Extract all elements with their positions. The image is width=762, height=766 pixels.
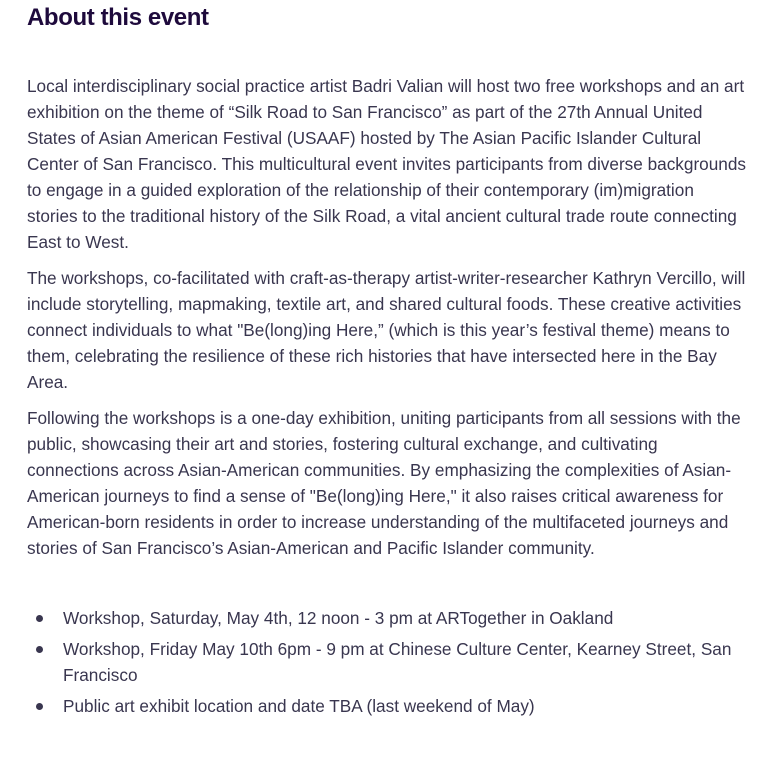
bullet-icon <box>36 703 43 710</box>
list-item <box>27 605 749 631</box>
list-item <box>27 636 749 688</box>
description-paragraph-1: Local interdisciplinary social practice artist Badri Valian will host two free workshops and an art exhibition on the theme of “Silk Road to San Francisco” as part of the 27th Annual United States of Asian American Festival (USAAF) hosted by The Asian Pacific Islander Cultural Center of San Francisco. This multicultural event invites participants from diverse backgrounds to engage in a guided exploration of the relationship of their contemporary (im)migration stories to the traditional history of the Silk Road, a vital ancient cultural trade route connecting East to West. <box>27 76 747 252</box>
about-event-section <box>27 0 749 724</box>
bullet-icon <box>36 646 43 653</box>
session-text: Public art exhibit location and date TBA (last weekend of May) <box>63 696 535 716</box>
section-title: About this event <box>27 4 209 31</box>
event-description <box>27 73 749 561</box>
description-paragraph-2: The workshops, co-facilitated with craft-as-therapy artist-writer-researcher Kathryn Vercillo, will include storytelling, mapmaking, textile art, and shared cultural foods. These creative activities connect individuals to what "Be(long)ing Here,” (which is this year’s festival theme) means to them, celebrating the resilience of these rich histories that have intersected here in the Bay Area. <box>27 268 746 392</box>
description-paragraph-3: Following the workshops is a one-day exhibition, uniting participants from all sessions with the public, showcasing their art and stories, fostering cultural exchange, and cultivating connections across Asian-American communities. By emphasizing the complexities of Asian-American journeys to find a sense of "Be(long)ing Here," it also raises critical awareness for American-born residents in order to increase understanding of the multifaceted journeys and stories of San Francisco’s Asian-American and Pacific Islander community. <box>27 408 741 558</box>
session-list <box>27 605 749 719</box>
session-text: Workshop, Saturday, May 4th, 12 noon - 3 pm at ARTogether in Oakland <box>63 608 614 628</box>
bullet-icon <box>36 615 43 622</box>
session-text: Workshop, Friday May 10th 6pm - 9 pm at Chinese Culture Center, Kearney Street, San Francisco <box>63 639 732 685</box>
list-item <box>27 693 749 719</box>
